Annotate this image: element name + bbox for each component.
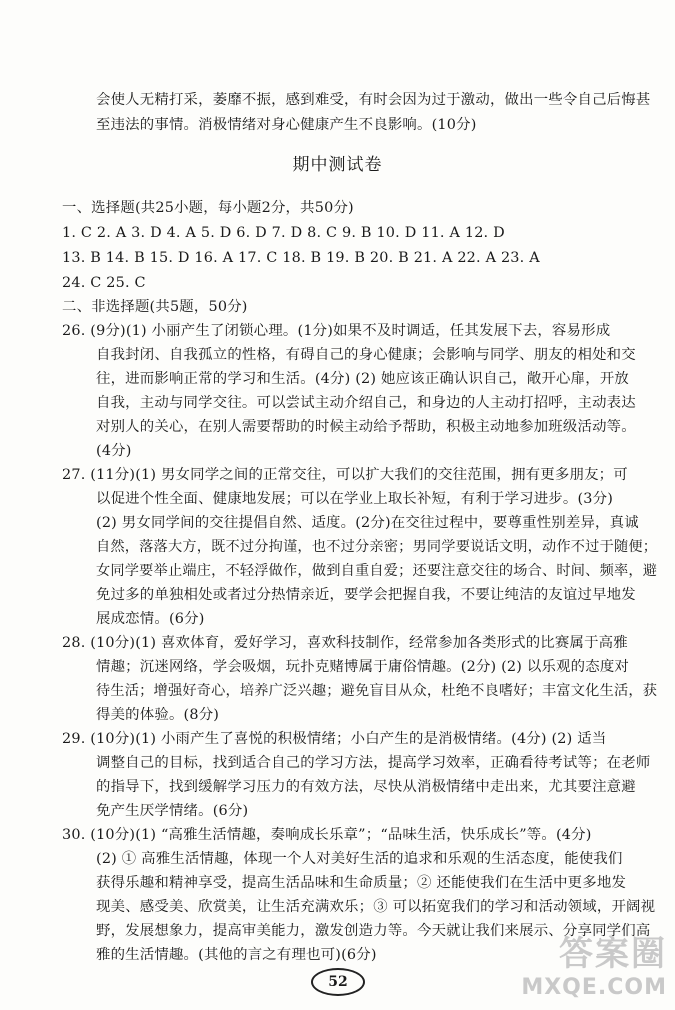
answer-line: 24. C 25. C [62, 275, 146, 291]
question-line: 得美的体验。(8分) [96, 707, 220, 723]
question-line: 情趣；沉迷网络，学会吸烟，玩扑克赌博属于庸俗情趣。(2分) (2) 以乐观的态度对 [96, 659, 630, 675]
intro-line: 至违法的事情。消极情绪对身心健康产生不良影响。(10分) [96, 117, 477, 133]
question-line: 展成恋情。(6分) [96, 611, 205, 627]
watermark-logo-text: 答案圈 [559, 934, 667, 974]
question-line: 雅的生活情趣。(其他的言之有理也可)(6分) [96, 947, 377, 963]
page-title: 期中测试卷 [292, 155, 383, 175]
question-line: 28. (10分)(1) 喜欢体育，爱好学习，喜欢科技制作，经常参加各类形式的比赛属于高雅 [62, 635, 628, 651]
question-line: 往，进而影响正常的学习和生活。(4分) (2) 她应该正确认识自己，敞开心扉，开放 [96, 371, 630, 387]
question-line: 现美、感受美、欣赏美，让生活充满欢乐；③ 可以拓宽我们的学习和活动领域，开阔视 [96, 899, 656, 915]
answer-line: 1. C 2. A 3. D 4. A 5. D 6. D 7. D 8. C 9. B 10. D 11. A 12. D [62, 225, 505, 241]
question-line: 30. (10分)(1) “高雅生活情趣，奏响成长乐章”；“品味生活，快乐成长”等。(4分) [62, 827, 592, 843]
watermark [521, 926, 667, 1000]
question-line: 获得乐趣和精神享受，提高生活品味和生命质量；② 还能使我们在生活中更多地发 [96, 875, 627, 891]
question-line: 免过多的单独相处或者过分热情亲近，要学会把握自我，不要让纯洁的友谊过早地发 [96, 587, 636, 603]
watermark-url: MXQE.COM [521, 975, 667, 1000]
question-line: 免产生厌学情绪。(6分) [96, 803, 249, 819]
question-line: (2) 男女同学间的交往提倡自然、适度。(2分)在交往过程中，要尊重性别差异，真诚 [96, 515, 639, 531]
question-line: 的指导下，找到缓解学习压力的有效方法，尽快从消极情绪中走出来，尤其要注意避 [96, 779, 636, 795]
section-heading: 二、非选择题(共5题，50分) [62, 299, 248, 315]
section-heading: 一、选择题(共25小题，每小题2分，共50分) [62, 200, 354, 216]
page-number: 52 [311, 968, 365, 996]
question-line: 自我，主动与同学交往。可以尝试主动介绍自己，和身边的人主动打招呼，主动表达 [96, 395, 636, 411]
question-line: 27. (11分)(1) 男女同学之间的正常交往，可以扩大我们的交往范围，拥有更多朋友；可 [62, 467, 628, 483]
question-line: 调整自己的目标，找到适合自己的学习方法，提高学习效率，正确看待考试等；在老师 [96, 755, 651, 771]
question-line: 自我封闭、自我孤立的性格，有碍自己的身心健康；会影响与同学、朋友的相处和交 [96, 347, 636, 363]
question-line: 自然，落落大方，既不过分拘谨，也不过分亲密；男同学要说话文明，动作不过于随便； [96, 539, 658, 555]
question-line: 26. (9分)(1) 小丽产生了闭锁心理。(1分)如果不及时调适，任其发展下去，容易形成 [62, 323, 611, 339]
question-line: 以促进个性全面、健康地发展；可以在学业上取长补短，有利于学习进步。(3分) [96, 491, 614, 507]
intro-line: 会使人无精打采，萎靡不振，感到难受，有时会因为过于激动，做出一些令自己后悔甚 [96, 92, 651, 108]
question-line: (4分) [96, 443, 132, 459]
question-line: 29. (10分)(1) 小雨产生了喜悦的积极情绪；小白产生的是消极情绪。(4分) (2) 适当 [62, 731, 607, 747]
question-line: 待生活；增强好奇心，培养广泛兴趣；避免盲目从众，杜绝不良嗜好；丰富文化生活，获 [96, 683, 658, 699]
answer-line: 13. B 14. B 15. D 16. A 17. C 18. B 19. B 20. B 21. A 22. A 23. A [62, 250, 540, 266]
question-line: 女同学要举止端庄，不轻浮做作，做到自重自爱；还要注意交往的场合、时间、频率，避 [96, 563, 658, 579]
question-line: (2) ① 高雅生活情趣，体现一个人对美好生活的追求和乐观的生活态度，能使我们 [96, 851, 623, 867]
question-line: 野，发展想象力，提高审美能力，激发创造力等。今天就让我们来展示、分享同学们高 [96, 923, 651, 939]
question-line: 对别人的关心，在别人需要帮助的时候主动给予帮助，积极主动地参加班级活动等。 [96, 419, 636, 435]
